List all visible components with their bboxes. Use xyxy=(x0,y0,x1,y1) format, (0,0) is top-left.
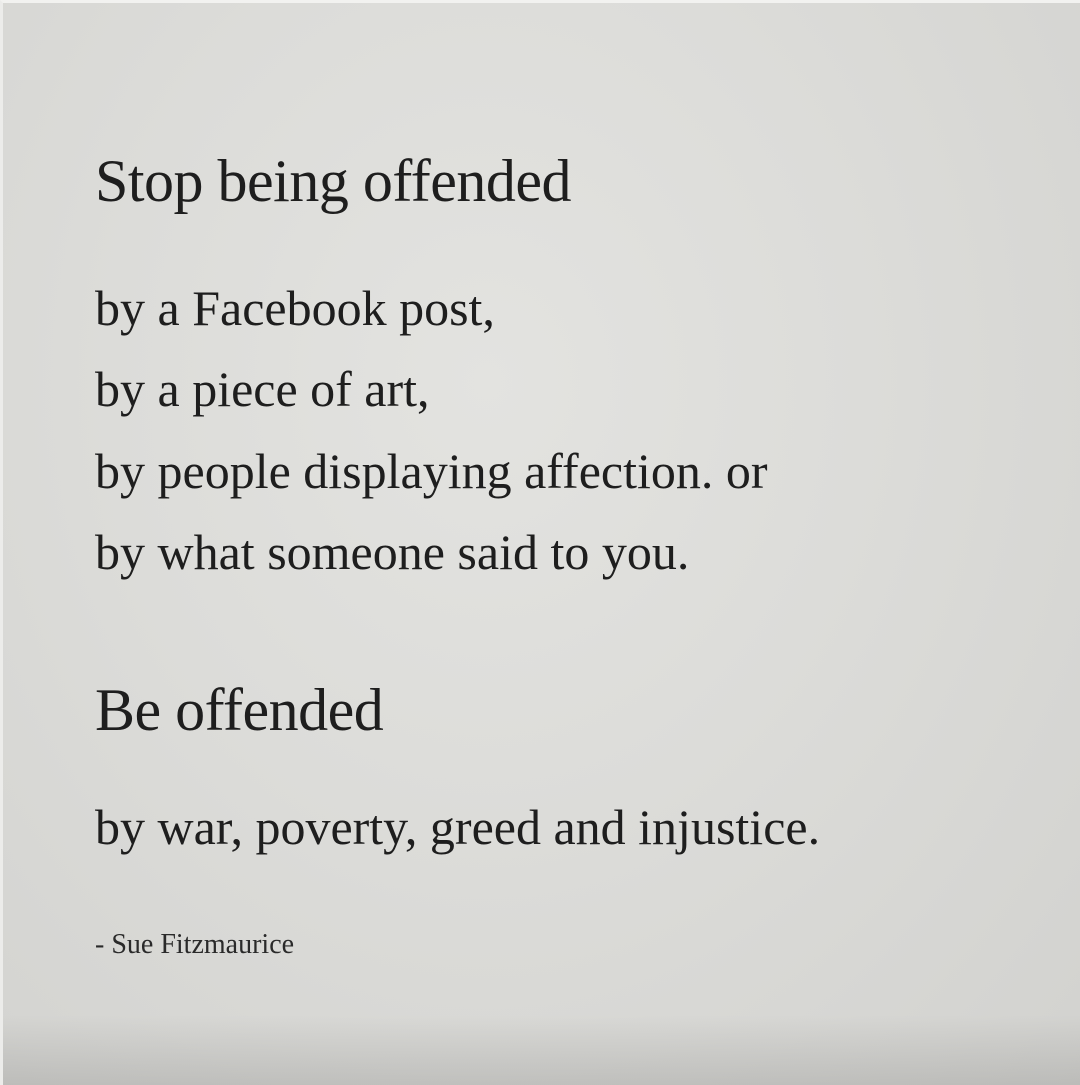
quote-line-3: by people displaying affection. or xyxy=(95,443,768,499)
heading-stop-being-offended: Stop being offended xyxy=(95,148,571,214)
attribution: - Sue Fitzmaurice xyxy=(95,929,295,960)
quote-line-4: by what someone said to you. xyxy=(95,524,690,580)
quote-line-2: by a piece of art, xyxy=(95,361,430,417)
quote-line-1: by a Facebook post, xyxy=(95,280,495,336)
quote-line-5: by war, poverty, greed and injustice. xyxy=(95,799,821,855)
heading-be-offended: Be offended xyxy=(95,677,384,743)
